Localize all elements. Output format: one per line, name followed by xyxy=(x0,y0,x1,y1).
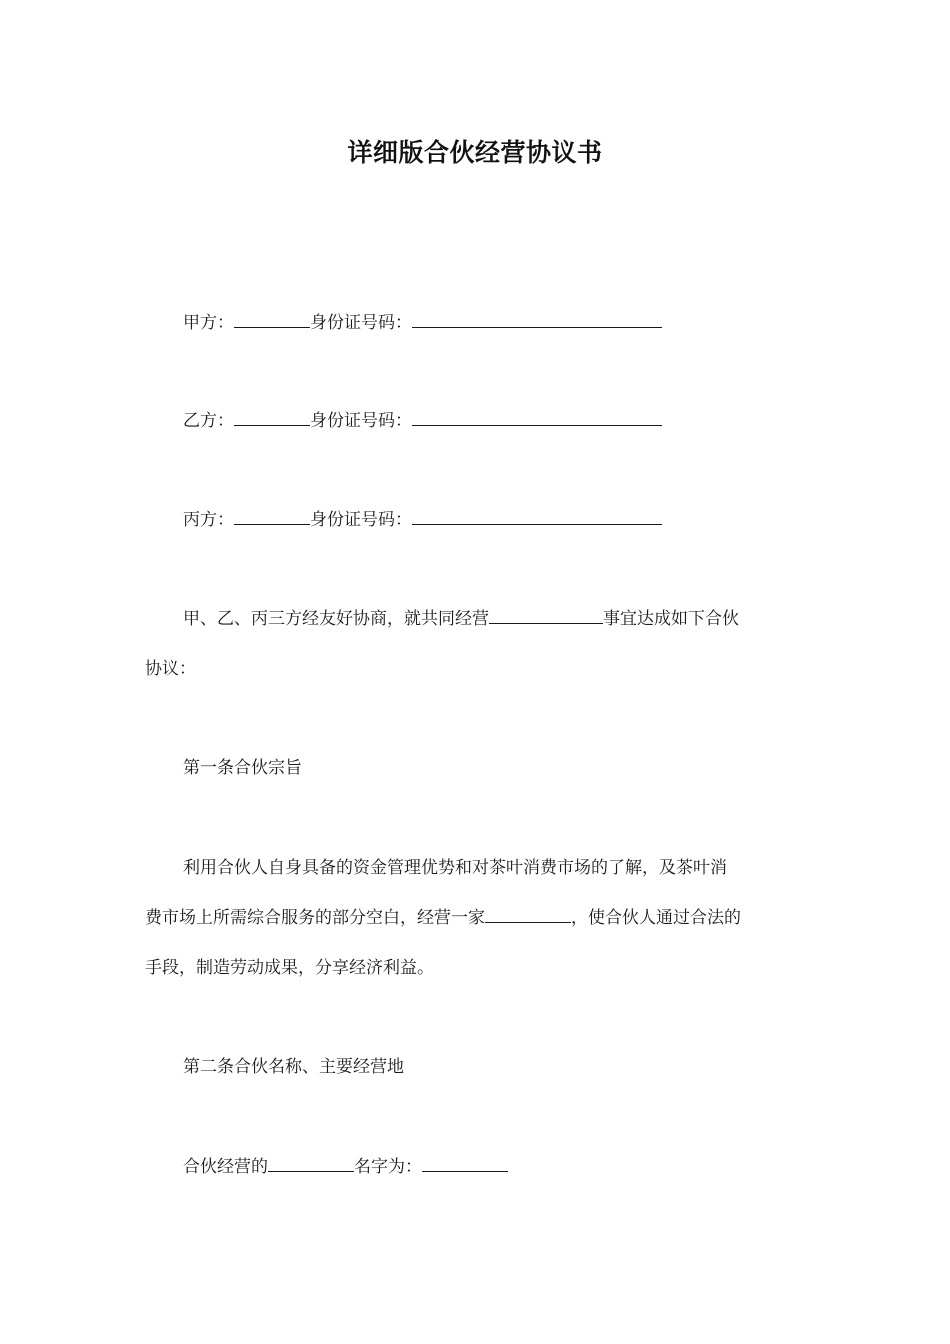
party-b-line xyxy=(145,407,848,435)
party-c-label: 丙方： xyxy=(183,510,234,530)
document-title: 详细版合伙经营协议书 xyxy=(347,138,603,167)
article-1-text-before: 费市场上所需综合服务的部分空白，经营一家 xyxy=(145,908,485,928)
intro-line-1 xyxy=(145,605,848,633)
partnership-name-blank xyxy=(422,1153,508,1172)
party-c-id-blank xyxy=(412,506,662,525)
party-a-line xyxy=(145,309,848,337)
intro-line-2: 协议： xyxy=(145,659,196,679)
partnership-type-blank xyxy=(268,1153,354,1172)
party-b-name-blank xyxy=(234,407,310,426)
article-1-heading: 第一条合伙宗旨 xyxy=(183,758,302,778)
party-a-name-blank xyxy=(234,309,310,328)
party-c-name-blank xyxy=(234,506,310,525)
party-a-id-label: 身份证号码： xyxy=(310,313,412,333)
intro-text-before: 甲、乙、丙三方经友好协商，就共同经营 xyxy=(183,609,489,629)
party-a-id-blank xyxy=(412,309,662,328)
article-2-text-2: 名字为： xyxy=(354,1157,422,1177)
article-2-heading: 第二条合伙名称、主要经营地 xyxy=(183,1057,404,1077)
party-b-id-blank xyxy=(412,407,662,426)
party-b-id-label: 身份证号码： xyxy=(310,411,412,431)
intro-text-after: 事宜达成如下合伙 xyxy=(603,609,739,629)
article-2-line-1 xyxy=(145,1153,848,1181)
article-1-line-2 xyxy=(145,904,810,932)
party-c-id-label: 身份证号码： xyxy=(310,510,412,530)
party-c-line xyxy=(145,506,848,534)
party-a-label: 甲方： xyxy=(183,313,234,333)
business-blank xyxy=(489,605,603,624)
article-1-line-1: 利用合伙人自身具备的资金管理优势和对茶叶消费市场的了解，及茶叶消 xyxy=(183,858,727,878)
party-b-label: 乙方： xyxy=(183,411,234,431)
article-2-text-1: 合伙经营的 xyxy=(183,1157,268,1177)
shop-blank xyxy=(485,904,571,923)
article-1-text-after: ，使合伙人通过合法的 xyxy=(571,908,741,928)
article-1-line-3: 手段，制造劳动成果，分享经济利益。 xyxy=(145,958,434,978)
